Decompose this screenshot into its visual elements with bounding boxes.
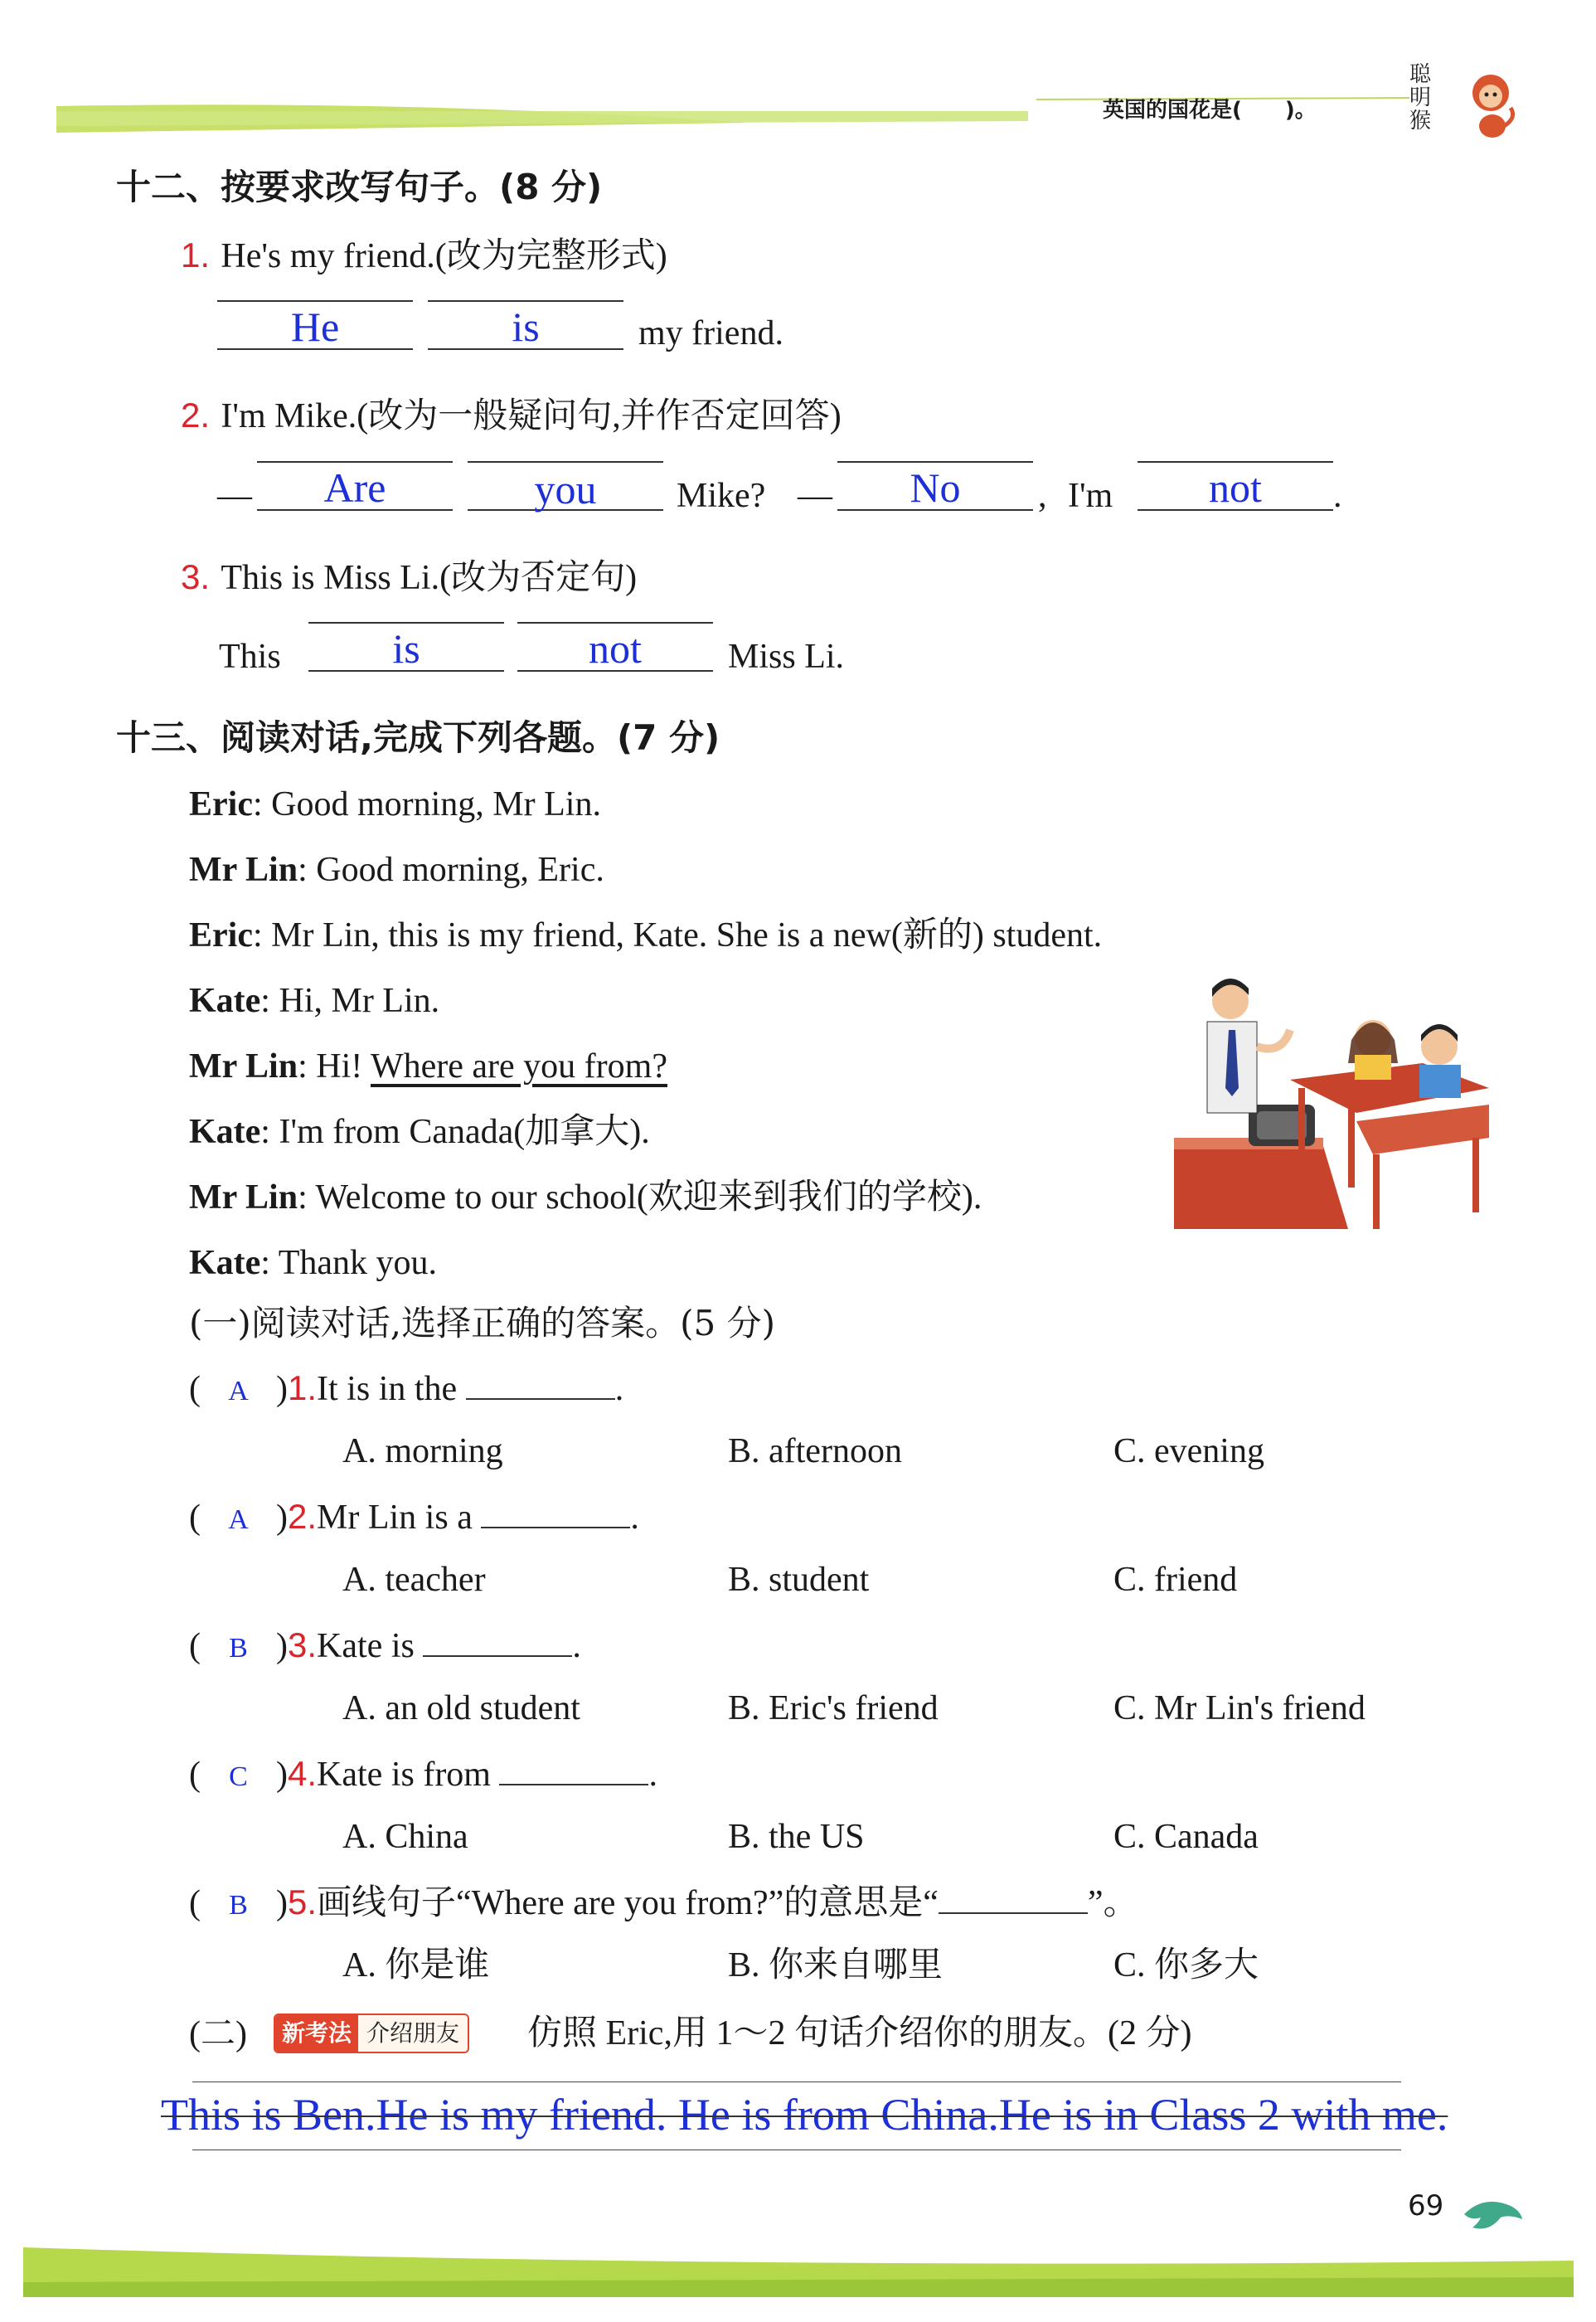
dialogue <box>189 783 1102 1307</box>
option-b[interactable]: B. the US <box>728 1818 865 1856</box>
option-a[interactable]: A. an old student <box>342 1689 580 1727</box>
option-a[interactable]: A. China <box>342 1818 468 1856</box>
q2-text: I'm Mike.(改为一般疑问句,并作否定回答) <box>221 397 842 435</box>
q1-tail: my friend. <box>638 314 783 352</box>
section-12-title: 十二、按要求改写句子。(8 分) <box>116 167 603 207</box>
choice-question: ( A )2.Mr Lin is a . A. teacher B. student C. friend <box>189 1495 1466 1624</box>
new-method-badge <box>274 2014 469 2053</box>
q2-im: I'm <box>1068 477 1113 515</box>
classroom-illustration <box>1174 972 1489 1229</box>
q1-answer-2: is <box>512 304 540 350</box>
choice-answer: A <box>228 1504 249 1535</box>
option-b[interactable]: B. student <box>728 1561 870 1599</box>
choice-questions <box>189 1367 1466 2009</box>
q1-text: He's my friend.(改为完整形式) <box>221 237 667 275</box>
answer-blank[interactable] <box>423 1630 572 1657</box>
q3-tail: Miss Li. <box>728 638 845 676</box>
answer-blank[interactable] <box>499 1759 648 1785</box>
dialogue-line: Eric: Mr Lin, this is my friend, Kate. She is a new(新的) student. <box>189 916 1103 955</box>
q3-answer-2: not <box>589 625 642 672</box>
option-b[interactable]: B. Eric's friend <box>728 1689 939 1727</box>
q1-prompt <box>181 234 667 278</box>
option-a[interactable]: A. 你是谁 <box>342 1946 490 1984</box>
answer-blank[interactable] <box>939 1887 1088 1914</box>
q2-dash-1: — <box>217 477 252 515</box>
option-c[interactable]: C. Canada <box>1113 1818 1259 1856</box>
choice-question: ( C )4.Kate is from . A. China B. the US C. Canada <box>189 1752 1466 1881</box>
paren-open: ( <box>189 1627 201 1665</box>
paren-close: ) <box>276 1756 288 1794</box>
q2-answer-3: No <box>910 464 961 511</box>
section-13-title: 十三、阅读对话,完成下列各题。(7 分) <box>116 717 720 758</box>
answer-blank[interactable] <box>481 1502 630 1528</box>
dialogue-line: Kate: Thank you. <box>189 1244 438 1282</box>
choice-answer: B <box>229 1890 248 1921</box>
option-a[interactable]: A. teacher <box>342 1561 486 1599</box>
page-number: 69 <box>1408 2189 1444 2222</box>
q2-answer-1: Are <box>323 464 386 511</box>
choice-answer: B <box>229 1633 248 1664</box>
dialogue-line: Kate: I'm from Canada(加拿大). <box>189 1113 650 1151</box>
underlined-sentence: Where are you from? <box>371 1047 667 1086</box>
q2-dash-2: — <box>798 477 832 515</box>
q1-number: 1. <box>181 236 211 274</box>
choice-question: ( B )5.画线句子“Where are you from?”的意思是“ ”。 A. 你是谁 B. 你来自哪里 C. 你多大 <box>189 1881 1466 2009</box>
choice-answer: A <box>228 1376 249 1406</box>
dialogue-line: Mr Lin: Good morning, Eric. <box>189 851 604 889</box>
answer-blank[interactable] <box>466 1373 615 1400</box>
option-c[interactable]: C. 你多大 <box>1113 1946 1259 1984</box>
option-b[interactable]: B. 你来自哪里 <box>728 1946 944 1984</box>
footer-band <box>0 2231 1596 2322</box>
part2-header <box>189 2012 247 2056</box>
paren-close: ) <box>276 1499 288 1537</box>
part2-title: 仿照 Eric,用 1～2 句话介绍你的朋友。(2 分) <box>527 2014 1192 2052</box>
q1-answer-1: He <box>290 304 340 350</box>
q2-period: . <box>1333 477 1342 515</box>
paren-open: ( <box>189 1499 201 1537</box>
option-c[interactable]: C. Mr Lin's friend <box>1113 1689 1366 1727</box>
q2-answer-4: not <box>1209 464 1262 511</box>
option-c[interactable]: C. friend <box>1113 1561 1238 1599</box>
paren-close: ) <box>276 1370 288 1408</box>
part1-title: (一)阅读对话,选择正确的答案。(5 分) <box>189 1303 775 1343</box>
q3-lead: This <box>219 638 281 676</box>
choice-question: ( B )3.Kate is . A. an old student B. Eric's friend C. Mr Lin's friend <box>189 1624 1466 1752</box>
q3-answer-1: is <box>392 625 420 672</box>
dialogue-line: Mr Lin: Welcome to our school(欢迎来到我们的学校). <box>189 1178 982 1217</box>
q3-number: 3. <box>181 557 211 596</box>
q2-number: 2. <box>181 396 211 435</box>
choice-question: ( A )1.It is in the . A. morning B. afternoon C. evening <box>189 1367 1466 1495</box>
choice-answer: C <box>229 1761 248 1792</box>
q2-mid: Mike? <box>677 477 766 515</box>
paren-open: ( <box>189 1884 201 1922</box>
dialogue-line: Eric: Good morning, Mr Lin. <box>189 785 601 823</box>
part2-answer[interactable]: This is Ben.He is my friend. He is from China.He is in Class 2 with me. <box>161 2090 1448 2140</box>
dialogue-line: Mr Lin: Hi! Where are you from? <box>189 1047 667 1086</box>
monkey-mascot-icon <box>1443 60 1517 143</box>
badge-new: 新考法 <box>275 2015 358 2052</box>
paren-open: ( <box>189 1756 201 1794</box>
paren-close: ) <box>276 1627 288 1665</box>
mascot-label: 聪明猴 <box>1409 62 1432 134</box>
q3-text: This is Miss Li.(改为否定句) <box>221 559 638 597</box>
q2-comma: , <box>1038 477 1047 515</box>
part2-prefix: (二) <box>189 2015 247 2053</box>
q3-prompt <box>181 556 637 600</box>
option-a[interactable]: A. morning <box>342 1432 503 1470</box>
option-b[interactable]: B. afternoon <box>728 1432 902 1470</box>
badge-topic: 介绍朋友 <box>358 2015 468 2052</box>
paren-open: ( <box>189 1370 201 1408</box>
dialogue-line: Kate: Hi, Mr Lin. <box>189 982 440 1020</box>
q2-answer-2: you <box>534 466 597 512</box>
paren-close: ) <box>276 1884 288 1922</box>
header-tip: 英国的国花是( )。 <box>1103 98 1317 123</box>
q2-prompt <box>181 394 842 438</box>
option-c[interactable]: C. evening <box>1113 1432 1264 1470</box>
header-band <box>0 0 1596 141</box>
